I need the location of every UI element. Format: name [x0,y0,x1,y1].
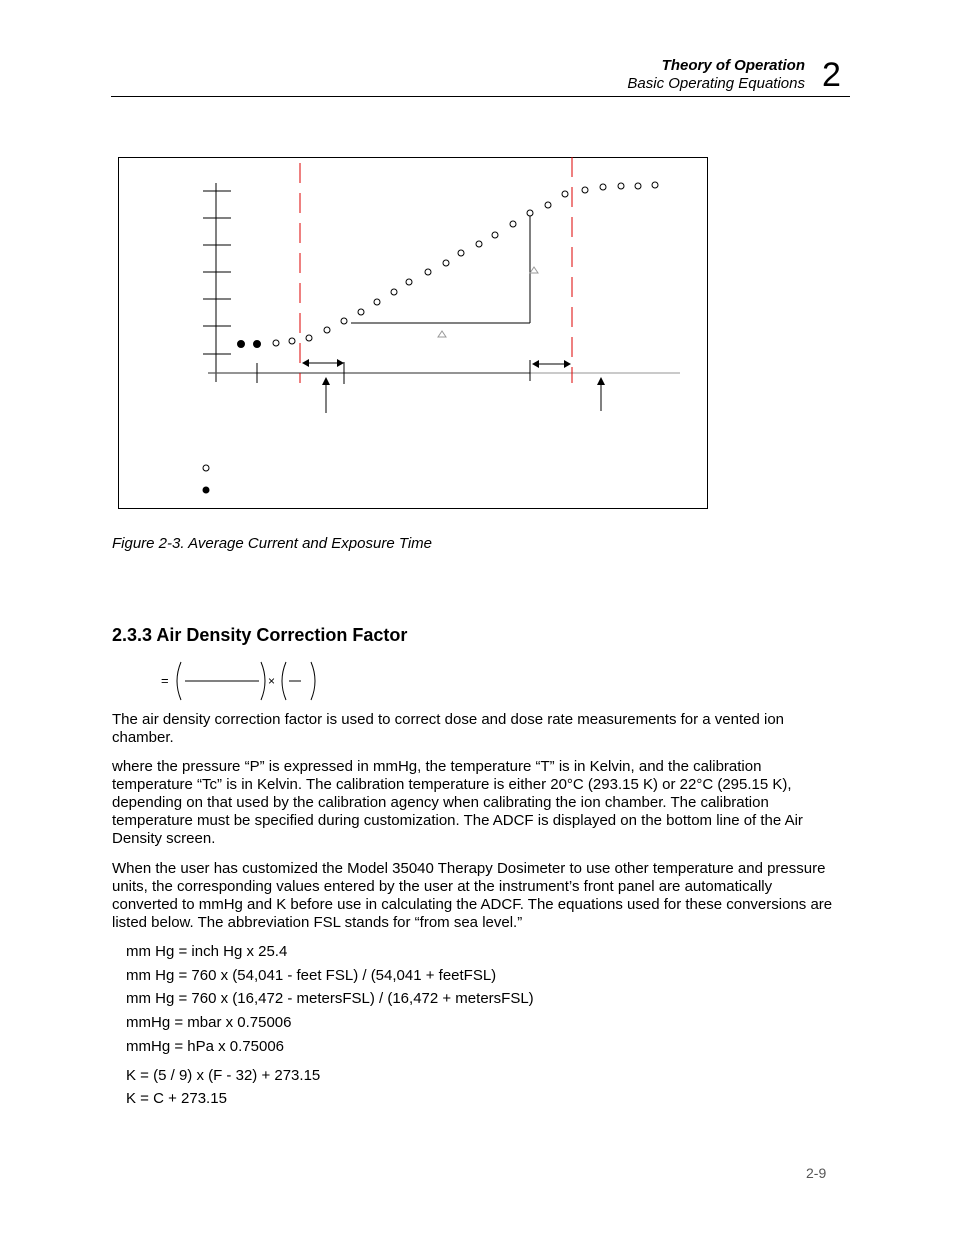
delta-icon [438,267,538,337]
open-data-point [652,182,658,188]
adcf-formula [155,658,325,704]
open-data-point [510,221,516,227]
equation: mm Hg = 760 x (16,472 - metersFSL) / (16,472 + metersFSL) [126,990,534,1007]
open-data-point [618,183,624,189]
open-data-point [391,289,397,295]
page-number: 2-9 [806,1165,827,1181]
open-data-point [443,260,449,266]
open-data-point [406,279,412,285]
paragraph: where the pressure “P” is expressed in mmHg, the temperature “T” is in Kelvin, and the calibration temperature “Tc” is in Kelvin. The calibration temperature is either 20°C (293.15 K) or 22°C (295.15 K), depending on that used by the calibration agency when calibrating the ion chamber. The calibration temperature must be specified during customization. The ADCF is displayed on the bottom line of the Air Density screen. [112,758,803,847]
open-data-point [476,241,482,247]
open-data-point [289,338,295,344]
open-data-point [562,191,568,197]
equation: mm Hg = 760 x (54,041 - feet FSL) / (54,041 + feetFSL) [126,967,497,984]
open-data-point [341,318,347,324]
equation: mmHg = mbar x 0.75006 [126,1014,292,1031]
legend-open-circle-icon [203,465,209,471]
open-data-point [545,202,551,208]
open-data-point [425,269,431,275]
open-data-point [492,232,498,238]
header-title: Theory of Operation [661,57,805,74]
open-data-point [324,327,330,333]
formula-equals: = [161,673,169,688]
figure-average-current [0,0,954,560]
open-data-point [273,340,279,346]
y-axis [203,183,231,382]
paragraph: When the user has customized the Model 35040 Therapy Dosimeter to use other temperature and pressure units, the corresponding values entered by the user at the instrument’s front panel are automatically converted to mmHg and K before use in calculating the ADCF. The equations used for these conversions are listed below. The abbreviation FSL stands for “from sea level.” [112,860,833,931]
open-data-point [458,250,464,256]
open-data-point [527,210,533,216]
equation: mm Hg = inch Hg x 25.4 [126,943,288,960]
section-heading: 2.3.3 Air Density Correction Factor [112,625,408,645]
figure-caption: Figure 2-3. Average Current and Exposure Time [112,535,433,552]
filled-data-point [238,341,245,348]
figure-frame [119,158,708,509]
legend-filled-circle-icon [203,487,210,494]
open-data-point [582,187,588,193]
open-data-point [358,309,364,315]
open-data-point [635,183,641,189]
open-data-point [374,299,380,305]
equation: K = C + 273.15 [126,1090,227,1107]
open-data-point [306,335,312,341]
filled-data-point [254,341,261,348]
open-data-point [600,184,606,190]
formula-times: × [268,674,276,688]
paragraph: The air density correction factor is used to correct dose and dose rate measurements for a vented ion chamber. [112,711,785,746]
chapter-number: 2 [822,56,841,94]
equation: K = (5 / 9) x (F - 32) + 273.15 [126,1067,321,1084]
equation: mmHg = hPa x 0.75006 [126,1038,285,1055]
header-subtitle: Basic Operating Equations [627,75,805,92]
